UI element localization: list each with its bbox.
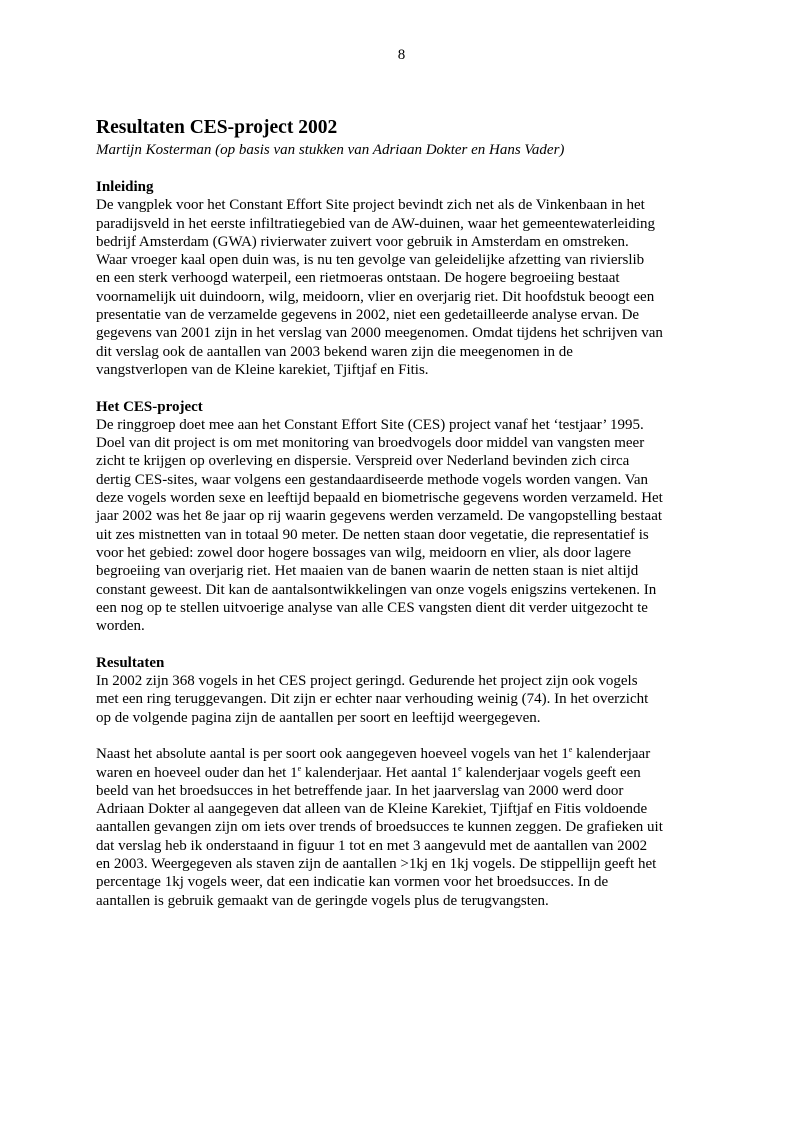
superscript: e xyxy=(297,763,302,773)
text-line: dit verslag ook de aantallen van 2003 bekend waren zijn die meegenomen in de xyxy=(96,343,573,360)
text-line: aantallen is gebruik gemaakt van de geringde vogels plus de terugvangsten. xyxy=(96,892,549,909)
text-line: deze vogels worden sexe en leeftijd bepaald en biometrische gegevens worden verzameld. Het xyxy=(96,490,663,507)
heading-ces-project: Het CES-project xyxy=(96,398,203,415)
text-line: zicht te krijgen op overleving en dispersie. Verspreid over Nederland bevinden zich circa xyxy=(96,453,630,470)
text-line: en een sterk verhoogd waterpeil, een rietmoeras ontstaan. De hogere begroeiing bestaat xyxy=(96,270,620,287)
paragraph-resultaten-1 xyxy=(96,672,722,727)
text-line xyxy=(96,764,722,782)
text-line: aantallen gevangen zijn om iets over trends of broedsucces te kunnen zeggen. De grafieken uit xyxy=(96,819,663,836)
text-line: presentatie van de verzamelde gegevens in 2002, niet een gedetailleerde analyse ervan. De xyxy=(96,307,640,324)
text-line: dat verslag heb ik onderstaand in figuur 1 tot en met 3 aangevuld met de aantallen van 2002 xyxy=(96,837,648,854)
document-subtitle: Martijn Kosterman (op basis van stukken van Adriaan Dokter en Hans Vader) xyxy=(96,142,565,158)
spacer xyxy=(96,379,722,397)
text-line: Doel van dit project is om met monitoring van broedvogels door middel van vangsten meer xyxy=(96,435,645,452)
text-run: waren en hoeveel ouder dan het 1 xyxy=(96,764,298,781)
text-line: voornamelijk uit duindoorn, wilg, meidoorn, vlier en overjarig riet. Dit hoofdstuk beoogt een xyxy=(96,288,655,305)
heading-resultaten: Resultaten xyxy=(96,654,165,671)
text-line: constant geweest. Dit kan de aantalsontwikkelingen van onze vogels enigszins vertekenen. In xyxy=(96,581,657,598)
text-line: jaar 2002 was het 8e jaar op rij waarin gegevens werden verzameld. De vangopstelling bestaat xyxy=(96,508,663,525)
paragraph-resultaten-2 xyxy=(96,745,722,910)
paragraph-inleiding xyxy=(96,196,722,379)
text-run: kalenderjaar. Het aantal 1 xyxy=(301,764,459,781)
text-line: uit zes mistnetten van in totaal 90 meter. De netten staan door vegetatie, die representatief is xyxy=(96,526,649,543)
superscript: e xyxy=(458,763,462,773)
text-line xyxy=(96,745,722,763)
spacer xyxy=(96,160,722,178)
spacer xyxy=(96,727,722,745)
text-line: De ringgroep doet mee aan het Constant Effort Site (CES) project vanaf het ‘testjaar’ 1995. xyxy=(96,416,644,433)
text-line: voor het gebied: zowel door hogere bossages van wilg, meidoorn en vlier, als door lagere xyxy=(96,544,632,561)
text-line: dertig CES-sites, waar volgens een gestandaardiseerde methode vogels worden vangen. Van xyxy=(96,471,649,488)
text-line: Adriaan Dokter al aangegeven dat alleen van de Kleine Karekiet, Tjiftjaf en Fitis voldoende xyxy=(96,801,648,818)
text-line: met een ring teruggevangen. Dit zijn er echter naar verhouding weinig (74). In het overzicht xyxy=(96,691,649,708)
text-line: bedrijf Amsterdam (GWA) rivierwater zuivert voor gebruik in Amsterdam en omstreken. xyxy=(96,233,629,250)
text-line: op de volgende pagina zijn de aantallen per soort en leeftijd weergegeven. xyxy=(96,709,541,726)
text-line: percentage 1kj vogels weer, dat een indicatie kan vormen voor het broedsucces. In de xyxy=(96,874,609,891)
text-line: een nog op te stellen uitvoerige analyse van alle CES vangsten dient dit verder uitgezocht te xyxy=(96,599,648,616)
text-run: Naast het absolute aantal is per soort ook aangegeven hoeveel vogels van het 1 xyxy=(96,746,569,763)
text-run: kalenderjaar xyxy=(572,746,651,763)
text-line: en 2003. Weergegeven als staven zijn de aantallen >1kj en 1kj vogels. De stippellijn geeft het xyxy=(96,855,657,872)
text-line: worden. xyxy=(96,618,145,635)
text-line: begroeiing van overjarig riet. Het maaien van de banen waarin de netten staan is niet altijd xyxy=(96,563,639,580)
spacer xyxy=(96,635,722,653)
text-line: gegevens van 2001 zijn in het verslag van 2000 meegenomen. Omdat tijdens het schrijven van xyxy=(96,325,663,342)
document-title: Resultaten CES-project 2002 xyxy=(96,117,338,138)
text-line: vangstverlopen van de Kleine karekiet, Tjiftjaf en Fitis. xyxy=(96,361,429,378)
text-line: beeld van het broedsucces in het betreffende jaar. In het jaarverslag van 2000 werd door xyxy=(96,782,624,799)
text-line: In 2002 zijn 368 vogels in het CES project geringd. Gedurende het project zijn ook vogels xyxy=(96,673,638,690)
text-line: De vangplek voor het Constant Effort Site project bevindt zich net als de Vinkenbaan in het xyxy=(96,197,645,214)
superscript: e xyxy=(568,745,573,755)
text-run: kalenderjaar vogels geeft een xyxy=(461,764,641,781)
text-line: paradijsveld in het eerste infiltratiegebied van de AW-duinen, waar het gemeentewaterleiding xyxy=(96,215,655,232)
document-body xyxy=(96,116,722,910)
heading-inleiding: Inleiding xyxy=(96,179,154,195)
text-line: Waar vroeger kaal open duin was, is nu ten gevolge van geleidelijke afzetting van rivierslib xyxy=(96,252,645,269)
page-number: 8 xyxy=(397,47,406,63)
paragraph-ces-project xyxy=(96,416,722,636)
